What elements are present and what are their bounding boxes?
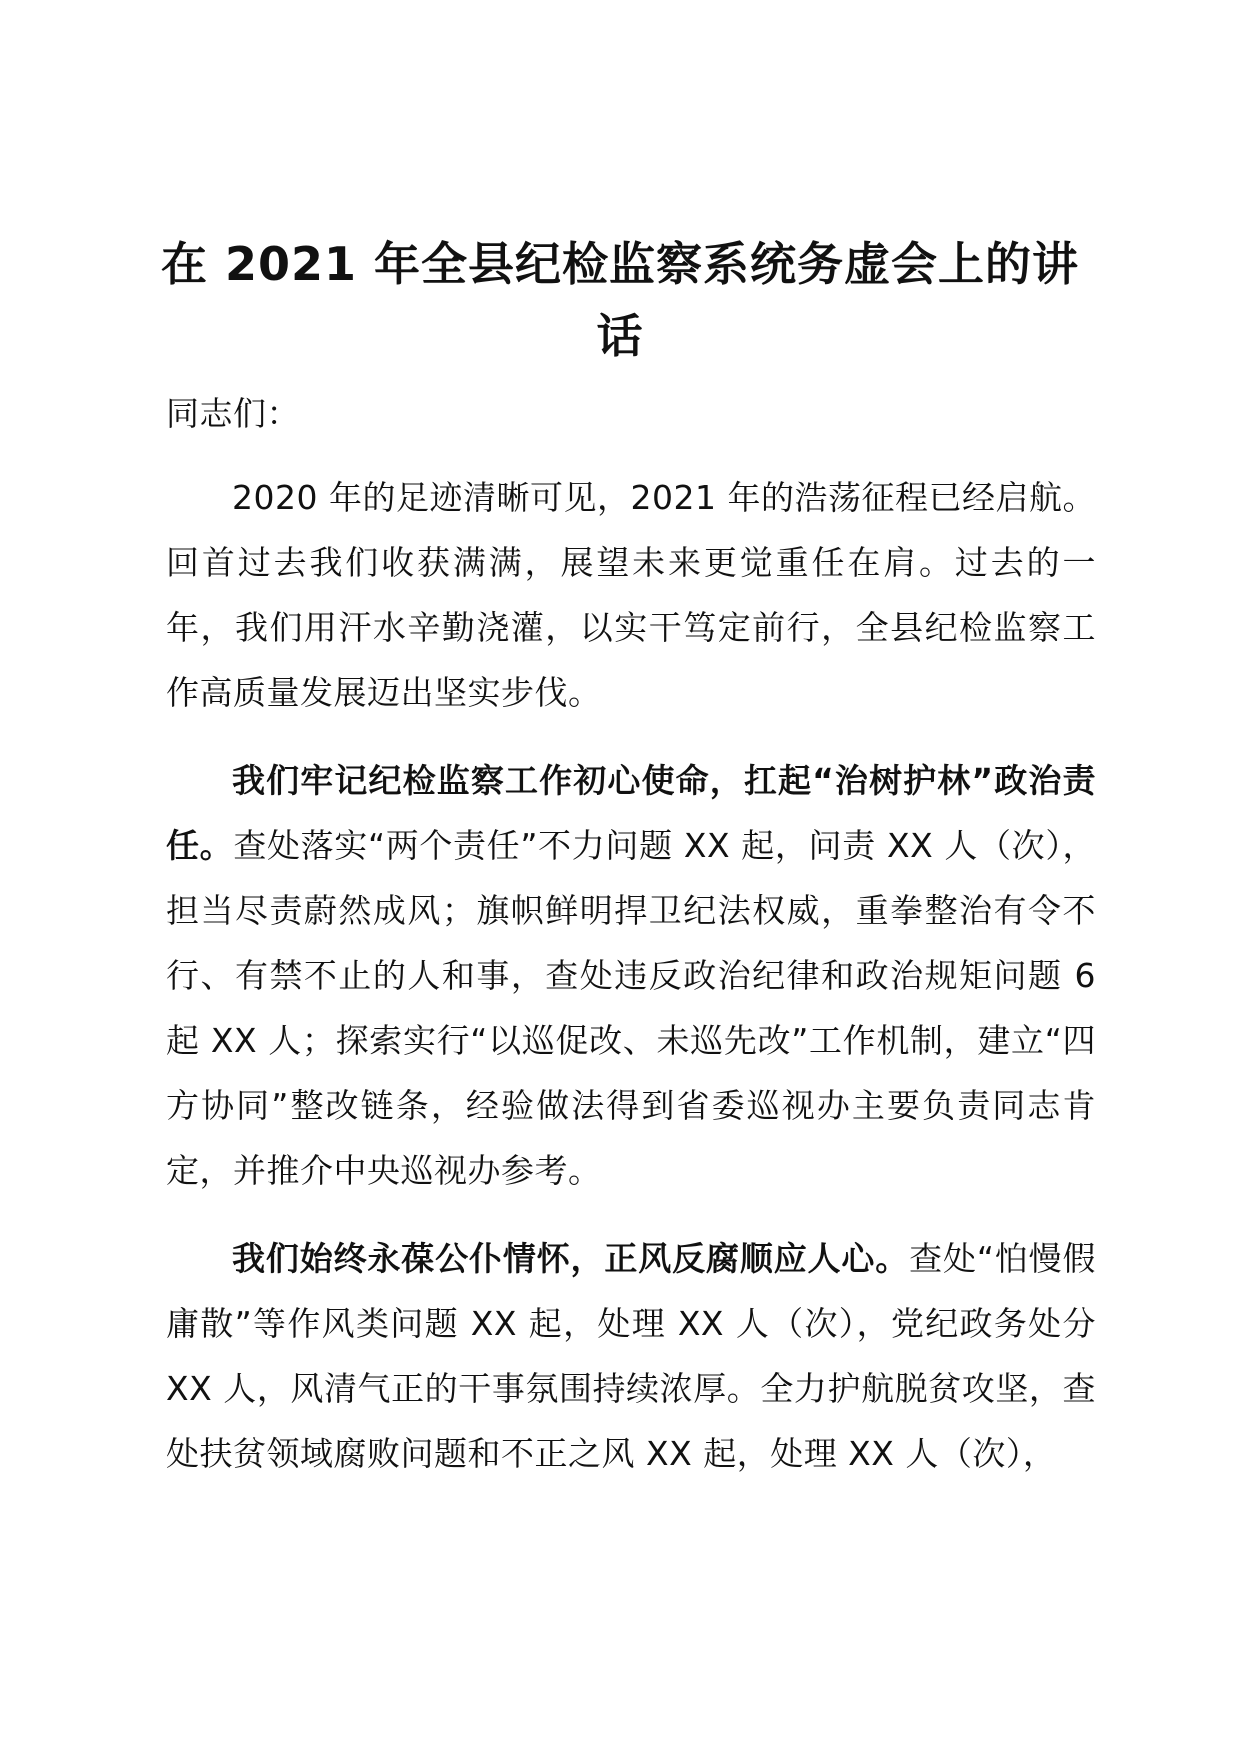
paragraph-3-lead: 我们始终永葆公仆情怀，正风反腐顺应人心。 (232, 1239, 910, 1278)
paragraph-2-lead: 我们牢记纪检监察工作初心使命，扛起“治树护林”政治责任。 (166, 761, 1096, 865)
paragraph-1 (166, 465, 1096, 725)
document-title: 在 2021 年全县纪检监察系统务虚会上的讲话 (160, 237, 1080, 363)
paragraph-3 (166, 1226, 1096, 1486)
paragraph-2-text: 查处落实“两个责任”不力问题 XX 起，问责 XX 人（次），担当尽责蔚然成风；旗帜鲜明捍卫纪法权威，重拳整治有令不行、有禁不止的人和事，查处违反政治纪律和政治规矩问题 6 起 XX 人；探索实行“以巡促改、未巡先改”工作机制，建立“四方协同”整改链条，经验做法得到省委巡视办主要负责同志肯定，并推介中央巡视办参考。 (166, 826, 1096, 1190)
paragraph-2 (166, 748, 1096, 1203)
paragraph-1-text: 2020 年的足迹清晰可见，2021 年的浩荡征程已经启航。回首过去我们收获满满，展望未来更觉重任在肩。过去的一年，我们用汗水辛勤浇灌，以实干笃定前行，全县纪检监察工作高质量发展迈出坚实步伐。 (166, 478, 1096, 712)
salutation: 同志们： (166, 394, 300, 433)
paragraph-3-text: 查处“怕慢假庸散”等作风类问题 XX 起，处理 XX 人（次），党纪政务处分 XX 人，风清气正的干事氛围持续浓厚。全力护航脱贫攻坚，查处扶贫领域腐败问题和不正之风 XX 起，处理 XX 人（次）， (166, 1239, 1096, 1473)
